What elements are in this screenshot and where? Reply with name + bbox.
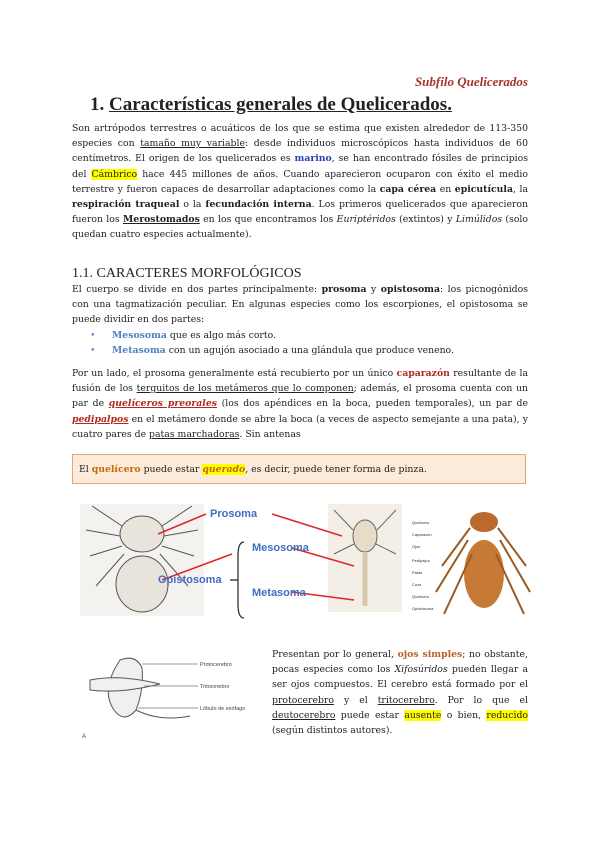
mesosoma-label: Mesosoma	[252, 542, 309, 554]
title-number: 1.	[90, 94, 105, 115]
intro-paragraph: Son artrópodos terrestres o acuáticos de los que se estima que existen alrededor de 113-350 especies con tamaño muy variable: desde individuos microscópicos hasta individuos de 60 centímetros. El origen de los quelicerados es marino, se han encontrado fósiles de principios del Cámbrico hace 445 millones de años. Cuando aparecieron ocuparon con éxito el medio terrestre y fueron capaces de desarrollar adaptaciones como la capa cérea en epicutícula, la respiración traqueal o la fecundación interna. Los primeros quelicerados que aparecieron fueron los Merostomados en los que encontramos los Euriptéridos (extintos) y Limúlidos (solo quedan cuatro especies actualmente).	[72, 123, 528, 241]
opistosoma-parts-list	[72, 328, 528, 358]
protocerebro-label: Protocerebro	[200, 662, 232, 668]
prosoma-label: Prosoma	[210, 508, 258, 520]
solifugid-label: Opistosoma	[412, 606, 434, 611]
section-heading: 1.1. CARACTERES MORFOLÓGICOS	[72, 266, 302, 281]
figure-corner-letter: A	[82, 734, 87, 740]
list-item: • Metasoma con un agujón asociado a una glándula que produce veneno.	[72, 343, 528, 358]
bracket	[230, 542, 244, 618]
metasoma-label: Metasoma	[252, 587, 306, 599]
opistosoma-label: Opistosoma	[158, 574, 222, 586]
solifugid-label: Quelícero	[412, 520, 430, 525]
eyes-brain-paragraph: Presentan por lo general, ojos simples; no obstante, pocas especies como los Xifosúridos pueden llegar a ser ojos compuestos. El cerebro está formado por el protocerebro y el tritocerebro. Por lo que el deutocerebro puede estar ausente o bien, reducido (según distintos autores).	[272, 649, 528, 737]
title-text: Características generales de Quelicerados.	[109, 94, 452, 115]
solifugid-label: Caparazón	[412, 532, 432, 537]
solifugid-label: Ojos	[412, 544, 421, 549]
list-item: • Mesosoma que es algo más corto.	[72, 328, 528, 343]
prosoma-paragraph: Por un lado, el prosoma generalmente está recubierto por un único caparazón resultante de la fusión de los terguitos de los metámeros que lo componen; además, el prosoma cuenta con un par de quelíceros preorales (los dos apéndices en la boca, pueden temporales), un par de pedipalpos en el metámero donde se abre la boca (a veces de aspecto semejante a una pata), y cuatro pares de patas marchadoras. Sin antenas	[72, 368, 528, 440]
solifugid-label: Pedipalpo	[412, 558, 430, 563]
note-box: El quelícero puede estar querado, es decir, puede tener forma de pinza.	[72, 454, 526, 484]
label-lines	[138, 664, 198, 708]
scorpion-drawing	[328, 504, 402, 612]
brain-figure	[80, 650, 260, 745]
running-header: Subfilo Quelicerados	[414, 74, 528, 89]
morphology-paragraph: El cuerpo se divide en dos partes principalmente: prosoma y opistosoma: los picnogónidos con una tagmatización peculiar. En algunas especies como los escorpiones, el opistosoma se puede dividir en dos partes: • Mesosoma que es algo más corto. • Metasoma con un agujón asociado a una glándula que produce veneno.	[72, 282, 528, 358]
solifugid-label: Coxa	[412, 582, 422, 587]
solifugid-label: Quelicero	[412, 594, 430, 599]
chelicerate-drawing	[80, 504, 204, 616]
body-parts-figure	[72, 496, 532, 624]
esophagus-label: Lóbulo de esófago	[200, 706, 246, 712]
solifugid-drawing	[412, 512, 530, 614]
brain-drawing	[90, 658, 190, 718]
tritocerebro-label: Tritocerebro	[200, 684, 230, 690]
page-title	[90, 94, 452, 116]
solifugid-label: Patas	[412, 570, 423, 575]
